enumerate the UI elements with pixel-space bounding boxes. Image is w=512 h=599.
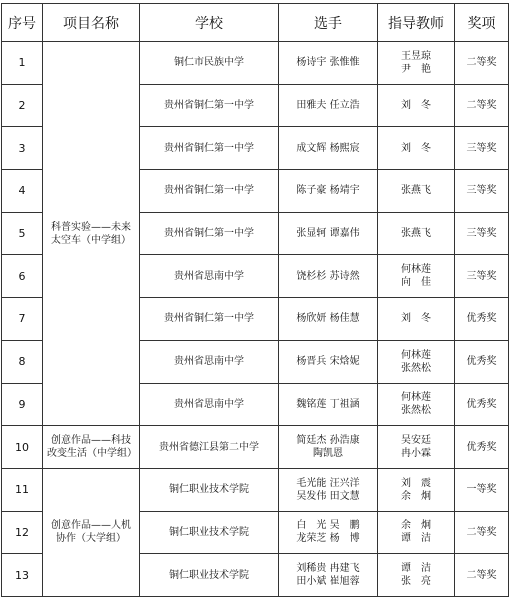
players-cell [279, 511, 378, 554]
school-name: 贵州省铜仁第一中学 [140, 127, 279, 170]
teacher-name: 刘 冬 [401, 100, 431, 112]
teacher-name: 张燕飞 [401, 228, 431, 240]
teachers-cell [378, 511, 455, 554]
award-level: 二等奖 [455, 84, 509, 127]
school-name: 铜仁职业技术学院 [140, 511, 279, 554]
players-cell [279, 554, 378, 597]
header-teacher: 指导教师 [378, 4, 455, 42]
school-name: 贵州省铜仁第一中学 [140, 170, 279, 213]
teacher-name: 张 亮 [401, 576, 431, 588]
award-level: 三等奖 [455, 127, 509, 170]
players-cell [279, 340, 378, 383]
teacher-name: 尹 艳 [401, 63, 431, 75]
school-name: 铜仁职业技术学院 [140, 468, 279, 511]
row-index: 7 [2, 298, 43, 341]
teacher-name: 刘 震 [401, 477, 431, 489]
award-level: 二等奖 [455, 511, 509, 554]
player-names: 陶凯恩 [313, 448, 343, 460]
award-level: 优秀奖 [455, 340, 509, 383]
teachers-cell [378, 554, 455, 597]
row-index: 2 [2, 84, 43, 127]
teacher-name: 刘 冬 [401, 313, 431, 325]
row-index: 6 [2, 255, 43, 298]
teacher-name: 冉小霖 [401, 448, 431, 460]
project-name-cell [43, 426, 140, 469]
award-level: 一等奖 [455, 468, 509, 511]
teachers-cell [378, 212, 455, 255]
player-names: 田雅夫 任立浩 [296, 100, 360, 112]
project-name: 创意作品——科技改变生活（中学组） [47, 435, 137, 460]
row-index: 9 [2, 383, 43, 426]
player-names: 白 光 吴 鹏 [296, 520, 360, 532]
award-level: 三等奖 [455, 212, 509, 255]
award-level: 优秀奖 [455, 298, 509, 341]
teachers-cell [378, 255, 455, 298]
player-names: 龙荣芝 杨 博 [296, 533, 360, 545]
school-name: 贵州省思南中学 [140, 255, 279, 298]
players-cell [279, 468, 378, 511]
player-names: 张显轲 谭嘉伟 [296, 228, 360, 240]
award-level: 三等奖 [455, 170, 509, 213]
teacher-name: 余 炯 [401, 490, 431, 502]
teacher-name: 张燕飞 [401, 185, 431, 197]
teachers-cell [378, 426, 455, 469]
teachers-cell [378, 127, 455, 170]
row-index: 12 [2, 511, 43, 554]
teacher-name: 吴安廷 [401, 435, 431, 447]
players-cell [279, 42, 378, 85]
players-cell [279, 298, 378, 341]
teachers-cell [378, 340, 455, 383]
player-names: 杨欣妍 杨佳慧 [296, 313, 360, 325]
row-index: 10 [2, 426, 43, 469]
player-names: 田小斌 崔旭蓉 [296, 576, 360, 588]
header-award: 奖项 [455, 4, 509, 42]
teachers-cell [378, 42, 455, 85]
project-name-cell [43, 42, 140, 426]
teacher-name: 向 佳 [401, 277, 431, 289]
school-name: 贵州省德江县第二中学 [140, 426, 279, 469]
project-name: 科普实验——未来太空车（中学组） [51, 221, 131, 246]
player-names: 杨晋兵 宋焓妮 [296, 356, 360, 368]
row-index: 11 [2, 468, 43, 511]
school-name: 铜仁市民族中学 [140, 42, 279, 85]
teachers-cell [378, 468, 455, 511]
award-level: 二等奖 [455, 42, 509, 85]
school-name: 贵州省思南中学 [140, 383, 279, 426]
table-row [2, 42, 509, 85]
teacher-name: 何林莲 [401, 349, 431, 361]
player-names: 成文辉 杨熙宸 [296, 142, 360, 154]
table-body [2, 42, 509, 597]
teacher-name: 何林莲 [401, 392, 431, 404]
teachers-cell [378, 84, 455, 127]
school-name: 贵州省铜仁第一中学 [140, 212, 279, 255]
row-index: 3 [2, 127, 43, 170]
table-row [2, 426, 509, 469]
row-index: 13 [2, 554, 43, 597]
school-name: 贵州省铜仁第一中学 [140, 84, 279, 127]
project-name-cell [43, 468, 140, 596]
players-cell [279, 127, 378, 170]
table-row [2, 468, 509, 511]
players-cell [279, 255, 378, 298]
players-cell [279, 84, 378, 127]
teacher-name: 张然松 [401, 405, 431, 417]
row-index: 5 [2, 212, 43, 255]
players-cell [279, 170, 378, 213]
award-level: 优秀奖 [455, 426, 509, 469]
player-names: 简廷杰 孙浩康 [296, 435, 360, 447]
player-names: 魏铭莲 丁祖涵 [296, 398, 360, 410]
players-cell [279, 426, 378, 469]
player-names: 毛光能 汪兴洋 [296, 477, 360, 489]
players-cell [279, 383, 378, 426]
header-row [2, 4, 509, 42]
header-players: 选手 [279, 4, 378, 42]
project-name: 创意作品——人机协作（大学组） [51, 520, 131, 545]
award-level: 二等奖 [455, 554, 509, 597]
teacher-name: 刘 冬 [401, 142, 431, 154]
header-school: 学校 [140, 4, 279, 42]
row-index: 4 [2, 170, 43, 213]
player-names: 杨诗宇 张惟惟 [296, 57, 360, 69]
teacher-name: 余 炯 [401, 520, 431, 532]
teacher-name: 何林莲 [401, 264, 431, 276]
row-index: 8 [2, 340, 43, 383]
row-index: 1 [2, 42, 43, 85]
header-project: 项目名称 [43, 4, 140, 42]
award-level: 三等奖 [455, 255, 509, 298]
school-name: 贵州省思南中学 [140, 340, 279, 383]
player-names: 饶杉杉 苏诗然 [296, 270, 360, 282]
teachers-cell [378, 298, 455, 341]
teacher-name: 张然松 [401, 362, 431, 374]
teacher-name: 王昱琼 [401, 50, 431, 62]
teacher-name: 谭 洁 [401, 533, 431, 545]
teachers-cell [378, 170, 455, 213]
players-cell [279, 212, 378, 255]
award-level: 优秀奖 [455, 383, 509, 426]
header-index: 序号 [2, 4, 43, 42]
player-names: 吴发伟 田文慧 [296, 490, 360, 502]
player-names: 刘稀贵 冉建飞 [296, 563, 360, 575]
school-name: 铜仁职业技术学院 [140, 554, 279, 597]
teacher-name: 谭 洁 [401, 563, 431, 575]
school-name: 贵州省铜仁第一中学 [140, 298, 279, 341]
player-names: 陈子豪 杨靖宇 [296, 185, 360, 197]
award-table [1, 3, 509, 597]
teachers-cell [378, 383, 455, 426]
